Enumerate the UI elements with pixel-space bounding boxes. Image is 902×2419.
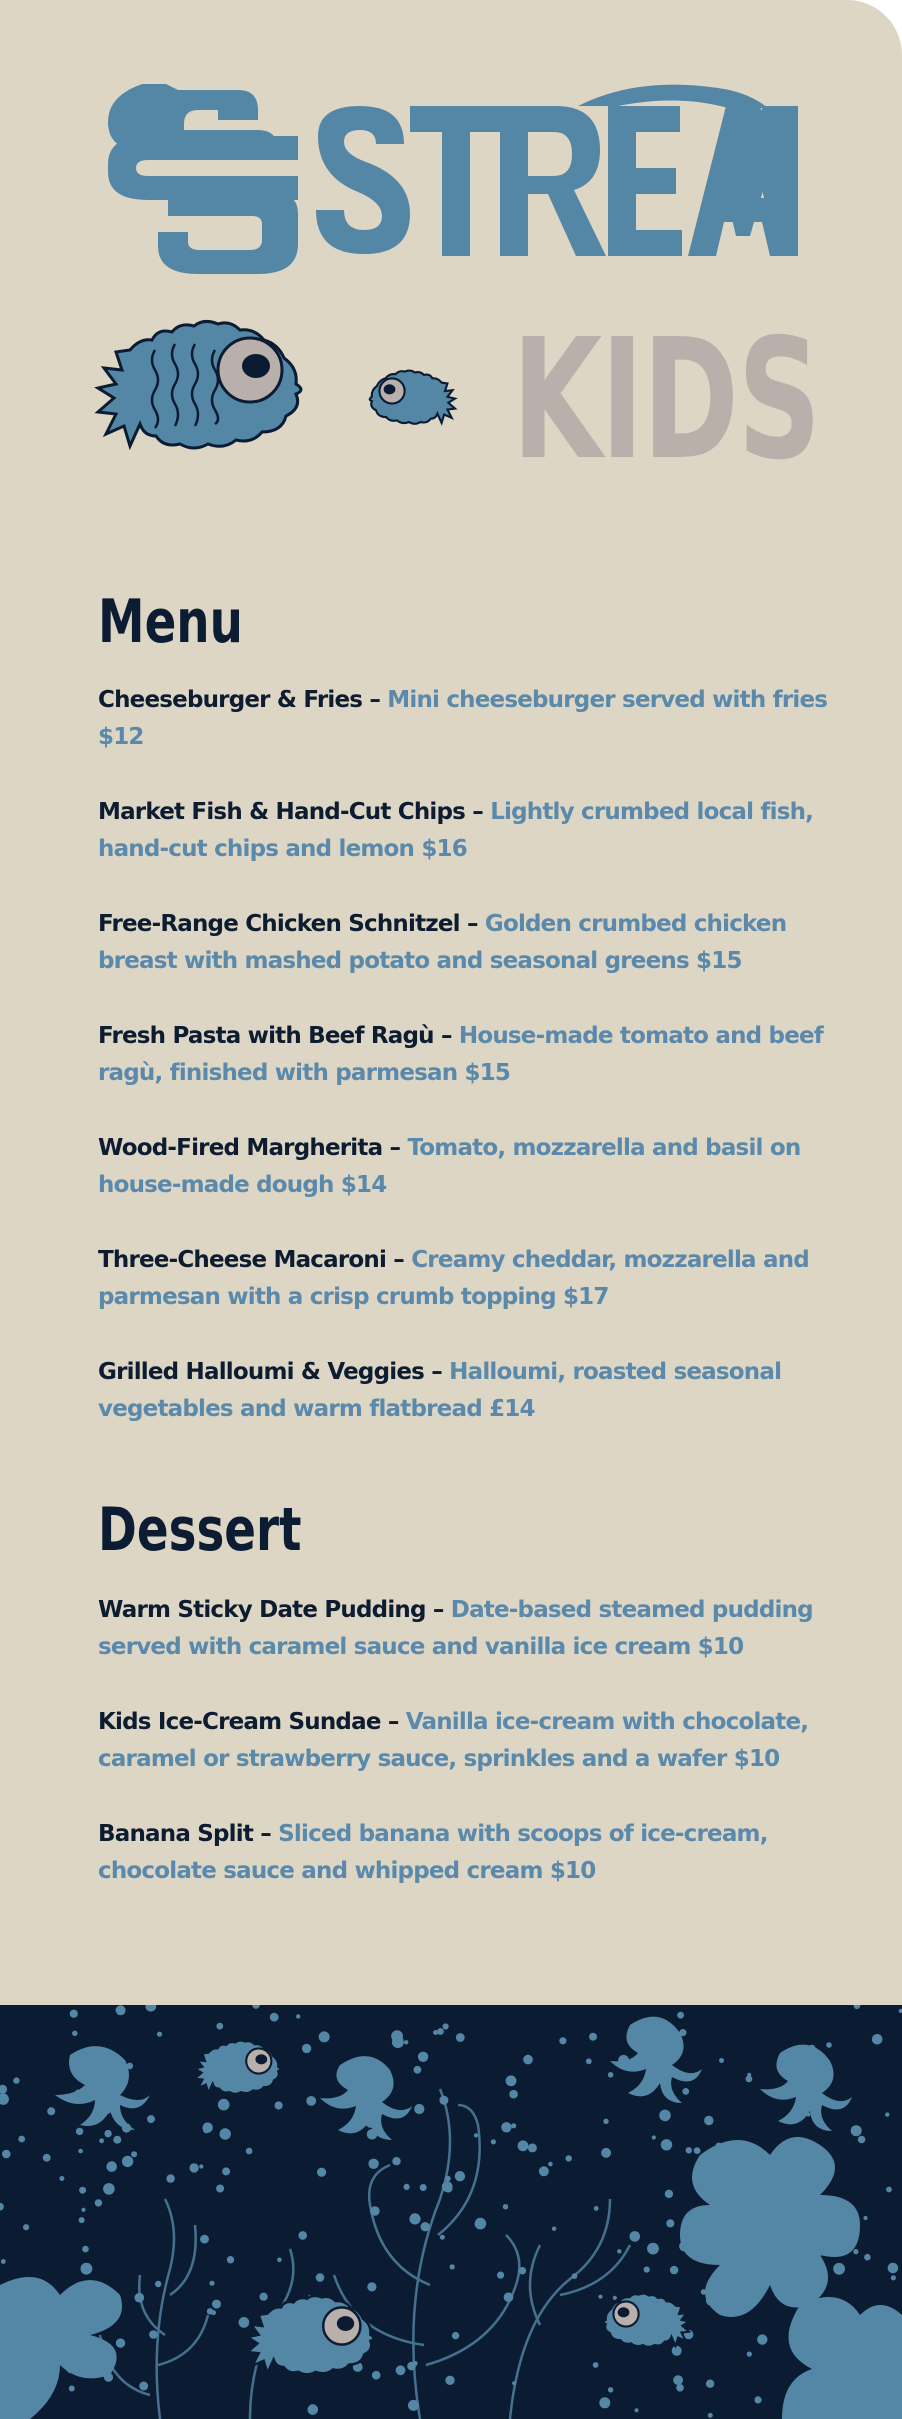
item-desc: Lightly crumbed local fish, hand-cut chips and lemon $16 xyxy=(98,799,814,862)
list-item xyxy=(98,1242,838,1316)
bubble-dot xyxy=(420,2184,427,2191)
item-separator: – xyxy=(424,1359,450,1385)
bubble-dot xyxy=(676,2384,684,2392)
bubble-dot xyxy=(719,2058,724,2063)
bubble-dot xyxy=(644,2267,650,2273)
bubble-dot xyxy=(414,2104,424,2114)
bubble-dot xyxy=(548,2162,553,2167)
pufferfish-icon xyxy=(604,2294,689,2347)
bubble-dot xyxy=(754,2396,761,2403)
bubble-dot xyxy=(589,2033,597,2041)
bubble-dot xyxy=(69,2386,75,2392)
bubble-dot xyxy=(518,2140,529,2151)
bubble-dot xyxy=(113,2136,121,2144)
bubble-dot xyxy=(166,2174,174,2182)
item-name: Wood-Fired Margherita xyxy=(98,1135,383,1161)
dessert-title: Dessert xyxy=(98,1495,302,1565)
bubble-dot xyxy=(275,2101,283,2109)
bubble-dot xyxy=(260,2293,268,2301)
bubble-dot xyxy=(747,2352,752,2357)
bubble-dot xyxy=(306,2096,316,2106)
bubble-dot xyxy=(833,2263,845,2275)
bubble-dot xyxy=(78,2149,83,2154)
bubble-dot xyxy=(511,2123,516,2128)
item-separator: – xyxy=(253,1821,279,1847)
bubble-dot xyxy=(440,2235,445,2240)
bubble-dot xyxy=(131,2151,137,2157)
ocean-illustration xyxy=(0,2005,902,2419)
bubble-dot xyxy=(157,2032,162,2037)
bubble-dot xyxy=(443,2023,449,2029)
bubble-dot xyxy=(203,2126,210,2133)
bubble-dot xyxy=(854,2005,861,2009)
bubble-dot xyxy=(444,2184,452,2192)
bubble-dot xyxy=(694,2147,701,2154)
bubble-dot xyxy=(212,2300,221,2309)
bubble-dot xyxy=(474,2133,478,2137)
bubble-dot xyxy=(70,2010,78,2018)
bubble-dot xyxy=(404,2184,410,2190)
bubble-dot xyxy=(0,2085,7,2094)
bubble-dot xyxy=(270,2013,279,2022)
item-separator: – xyxy=(433,1023,459,1049)
bubble-dot xyxy=(106,2161,117,2172)
bubble-dot xyxy=(559,2037,566,2044)
bubble-dot xyxy=(661,2139,672,2150)
bubble-dot xyxy=(104,2130,111,2137)
item-desc: Sliced banana with scoops of ice-cream, chocolate sauce and whipped cream $10 xyxy=(98,1821,768,1884)
bubble-dot xyxy=(497,2272,504,2279)
bubble-dot xyxy=(72,2031,77,2036)
bubble-dot xyxy=(13,2077,19,2083)
bubble-dot xyxy=(216,2023,223,2030)
item-desc: Halloumi, roasted seasonal vegetables and warm flatbread £14 xyxy=(98,1359,782,1422)
item-name: Fresh Pasta with Beef Ragù xyxy=(98,1023,434,1049)
bubble-dot xyxy=(677,2012,684,2019)
list-item xyxy=(98,794,838,868)
bubble-dot xyxy=(414,2066,422,2074)
item-name: Kids Ice-Cream Sundae xyxy=(98,1709,381,1735)
bubble-dot xyxy=(706,2380,714,2388)
bubble-dot xyxy=(367,2282,376,2291)
item-desc: Tomato, mozzarella and basil on house-made dough $14 xyxy=(98,1135,801,1198)
bubble-dot xyxy=(682,2088,689,2095)
item-separator: – xyxy=(393,1247,412,1273)
bubble-dot xyxy=(888,2263,899,2274)
pufferfish-icon xyxy=(248,2296,374,2374)
bubble-dot xyxy=(652,2135,656,2139)
stream-logo xyxy=(108,84,798,284)
bubble-dot xyxy=(885,2112,889,2116)
bubble-dot xyxy=(528,2143,537,2152)
bubble-dot xyxy=(155,2281,161,2287)
bubble-dot xyxy=(207,2308,213,2314)
bubble-dot xyxy=(666,2219,674,2227)
bubble-dot xyxy=(404,2040,408,2044)
bubble-dot xyxy=(437,2028,444,2035)
item-desc: Mini cheeseburger served with fries $12 xyxy=(98,687,828,750)
bubble-dot xyxy=(47,2107,55,2115)
bubble-dot xyxy=(308,2404,319,2415)
bubble-dot xyxy=(613,2296,617,2300)
item-name: Warm Sticky Date Pudding xyxy=(98,1597,426,1623)
bubble-dot xyxy=(599,2397,610,2408)
bubble-dot xyxy=(103,2183,115,2195)
bubble-dot xyxy=(593,2362,599,2368)
bubble-dot xyxy=(189,2163,198,2172)
bubble-dot xyxy=(220,2128,231,2139)
octopus-icon xyxy=(55,2017,852,2140)
bubble-dot xyxy=(603,2119,608,2124)
ocean-footer xyxy=(0,2005,902,2419)
seaweed-icon xyxy=(100,2089,630,2419)
bubble-dot xyxy=(147,2115,155,2123)
list-item xyxy=(98,1816,838,1890)
bubble-dot xyxy=(18,2136,25,2143)
item-name: Three-Cheese Macaroni xyxy=(98,1247,394,1273)
bubble-dot xyxy=(523,2055,533,2065)
item-separator: – xyxy=(380,1709,406,1735)
bubble-dot xyxy=(450,2264,455,2269)
pufferfish-icon xyxy=(195,2041,280,2094)
bubble-dot xyxy=(475,2218,487,2230)
bubble-dot xyxy=(139,2382,148,2391)
list-item xyxy=(98,1130,838,1204)
bubble-dot xyxy=(95,2199,102,2206)
bubble-dot xyxy=(704,2116,713,2125)
list-item xyxy=(98,1592,838,1666)
menu-title: Menu xyxy=(98,587,243,657)
bubble-dot xyxy=(491,2139,496,2144)
bubble-dot xyxy=(239,2317,250,2328)
bubble-dot xyxy=(617,2249,621,2253)
bubble-dot xyxy=(445,2376,454,2385)
menu-list xyxy=(98,682,838,1428)
item-name: Grilled Halloumi & Veggies xyxy=(98,1359,425,1385)
bubble-dot xyxy=(552,2227,556,2231)
bubble-dot xyxy=(218,2099,230,2111)
list-item xyxy=(98,906,838,980)
bubble-dot xyxy=(851,2125,862,2136)
bubble-dot xyxy=(506,2075,517,2086)
bubble-dot xyxy=(145,2005,156,2012)
bubble-dot xyxy=(0,2093,9,2105)
item-separator: – xyxy=(459,911,485,937)
bubble-dot xyxy=(396,2365,406,2375)
bubble-dot xyxy=(81,2263,93,2275)
kids-title: KIDS xyxy=(512,304,820,497)
item-desc: House-made tomato and beef ragù, finished with parmesan $15 xyxy=(98,1023,824,1086)
pufferfish-icon xyxy=(370,371,455,424)
bubble-dot xyxy=(659,2110,671,2122)
bubble-dot xyxy=(452,2332,459,2339)
bubble-dot xyxy=(122,2156,133,2167)
bubble-dot xyxy=(594,2206,599,2211)
bubble-dot xyxy=(455,2171,465,2181)
bubble-dot xyxy=(899,2009,902,2013)
bubble-dot xyxy=(116,2338,125,2347)
bubble-dot xyxy=(116,2005,126,2015)
bubble-dot xyxy=(672,2346,682,2356)
bubble-dot xyxy=(23,2224,29,2230)
bubble-dot xyxy=(246,2148,253,2155)
item-desc: Date-based steamed pudding served with caramel sauce and vanilla ice cream $10 xyxy=(98,1597,813,1660)
bubble-dot xyxy=(608,2387,613,2392)
dessert-list xyxy=(98,1592,838,1890)
bubble-dot xyxy=(298,2231,307,2240)
bubble-dot xyxy=(391,2030,403,2042)
item-desc: Vanilla ice-cream with chocolate, caramel or strawberry sauce, sprinkles and a wafer $10 xyxy=(98,1709,809,1772)
bubble-dot xyxy=(433,2030,438,2035)
bubble-dot xyxy=(539,2166,549,2176)
item-name: Market Fish & Hand-Cut Chips xyxy=(98,799,466,825)
item-separator: – xyxy=(382,1135,408,1161)
bubble-dot xyxy=(149,2330,158,2339)
bubble-dot xyxy=(392,2157,400,2165)
bubble-dot xyxy=(317,2168,326,2177)
bubble-dot xyxy=(670,2266,678,2274)
item-separator: – xyxy=(465,799,491,825)
pufferfish-icon xyxy=(98,321,301,448)
bubble-dot xyxy=(199,2164,203,2168)
bubble-dot xyxy=(302,2044,311,2053)
bubble-dot xyxy=(99,2138,104,2143)
bubble-dot xyxy=(708,2413,713,2418)
bubble-dot xyxy=(81,2208,85,2212)
bubble-dot xyxy=(316,2273,325,2282)
bubble-dot xyxy=(409,2213,420,2224)
bubble-dot xyxy=(647,2243,659,2255)
bubble-dot xyxy=(0,2203,4,2211)
bubble-dot xyxy=(82,2246,89,2253)
bubble-dot xyxy=(826,2042,832,2048)
bubble-dot xyxy=(200,2235,209,2244)
item-name: Banana Split xyxy=(98,1821,254,1847)
bubble-dot xyxy=(630,2231,641,2242)
bubble-dot xyxy=(222,2167,230,2175)
bubble-dot xyxy=(216,2185,224,2193)
bubble-dot xyxy=(43,2154,51,2162)
bubble-dot xyxy=(252,2005,260,2009)
list-item xyxy=(98,682,838,756)
bubble-dot xyxy=(59,2176,64,2181)
item-name: Cheeseburger & Fries xyxy=(98,687,363,713)
bubble-dot xyxy=(608,2072,614,2078)
bubble-dot xyxy=(586,2058,592,2064)
bubble-dot xyxy=(746,2076,753,2083)
bubble-dot xyxy=(503,2204,508,2209)
bubble-dot xyxy=(509,2090,518,2099)
bubble-dot xyxy=(858,2136,866,2144)
bubble-dot xyxy=(296,2014,300,2018)
bubble-dot xyxy=(891,2275,896,2280)
bubble-dot xyxy=(277,2258,282,2263)
bubble-dot xyxy=(863,2216,867,2220)
item-desc: Golden crumbed chicken breast with mashed potato and seasonal greens $15 xyxy=(98,911,787,974)
bubble-dot xyxy=(368,2159,378,2169)
bubble-dot xyxy=(853,2249,858,2254)
bubble-dot xyxy=(598,2295,602,2299)
bubble-dot xyxy=(886,2187,892,2193)
item-separator: – xyxy=(425,1597,451,1623)
bubble-dot xyxy=(601,2148,611,2158)
bubble-dot xyxy=(418,2052,428,2062)
bubble-dot xyxy=(209,2281,214,2286)
bubble-dot xyxy=(757,2334,767,2344)
bubble-dot xyxy=(79,2187,86,2194)
bubble-dot xyxy=(372,2371,381,2380)
bubble-dot xyxy=(673,2375,683,2385)
list-item xyxy=(98,1354,838,1428)
bubble-dot xyxy=(872,2034,883,2045)
bubble-dot xyxy=(2,2150,11,2159)
bubble-dot xyxy=(665,2190,673,2198)
bubble-dot xyxy=(686,2147,692,2153)
bubble-dot xyxy=(1,2259,6,2264)
bubble-dot xyxy=(501,2122,511,2132)
item-name: Free-Range Chicken Schnitzel xyxy=(98,911,460,937)
bubble-dot xyxy=(76,2128,83,2135)
item-desc: Creamy cheddar, mozzarella and parmesan with a crisp crumb topping $17 xyxy=(98,1247,809,1310)
bubble-dot xyxy=(635,2408,639,2412)
bubble-dot xyxy=(319,2031,330,2042)
item-separator: – xyxy=(362,687,388,713)
bubble-dot xyxy=(566,2155,572,2161)
bubble-dot xyxy=(227,2256,234,2263)
list-item xyxy=(98,1018,838,1092)
bubble-dot xyxy=(864,2254,871,2261)
list-item xyxy=(98,1704,838,1778)
bubble-dot xyxy=(456,2033,465,2042)
bubble-dot xyxy=(79,2217,85,2223)
